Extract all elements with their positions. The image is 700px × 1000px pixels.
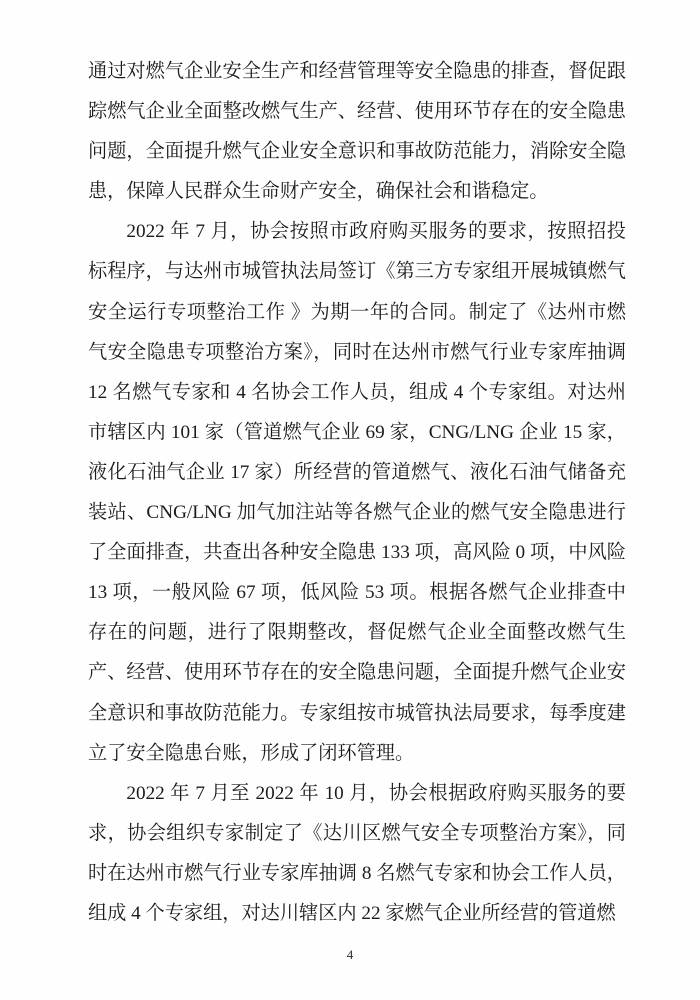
page-body-text	[88, 52, 626, 934]
page-number: 4	[346, 947, 354, 962]
page-footer	[0, 946, 700, 964]
paragraph: 2022 年 7 月，协会按照市政府购买服务的要求，按照招投标程序，与达州市城管执法局签订《第三方专家组开展城镇燃气安全运行专项整治工作 》为期一年的合同。制定了《达州市燃气安全隐患专项整治方案》，同时在达州市燃气行业专家库抽调 12 名燃气专家和 4 名协会工作人员，组成 4 个专家组。对达州市辖区内 101 家（管道燃气企业 69 家，CNG/LNG 企业 15 家，液化石油气企业 17 家）所经营的管道燃气、液化石油气储备充装站、CNG/LNG 加气加注站等各燃气企业的燃气安全隐患进行了全面排查，共查出各种安全隐患 133 项，高风险 0 项，中风险 13 项，一般风险 67 项，低风险 53 项。根据各燃气企业排查中存在的问题，进行了限期整改，督促燃气企业全面整改燃气生产、经营、使用环节存在的安全隐患问题，全面提升燃气企业安全意识和事故防范能力。专家组按市城管执法局要求，每季度建立了安全隐患台账，形成了闭环管理。	[88, 221, 626, 764]
paragraph: 2022 年 7 月至 2022 年 10 月，协会根据政府购买服务的要求，协会组织专家制定了《达川区燃气安全专项整治方案》，同时在达州市燃气行业专家库抽调 8 名燃气专家和协会工作人员，组成 4 个专家组，对达川辖区内 22 家燃气企业所经营的管道燃	[88, 782, 626, 924]
paragraph: 通过对燃气企业安全生产和经营管理等安全隐患的排查，督促跟踪燃气企业全面整改燃气生产、经营、使用环节存在的安全隐患问题，全面提升燃气企业安全意识和事故防范能力，消除安全隐患，保障人民群众生命财产安全，确保社会和谐稳定。	[88, 61, 626, 203]
